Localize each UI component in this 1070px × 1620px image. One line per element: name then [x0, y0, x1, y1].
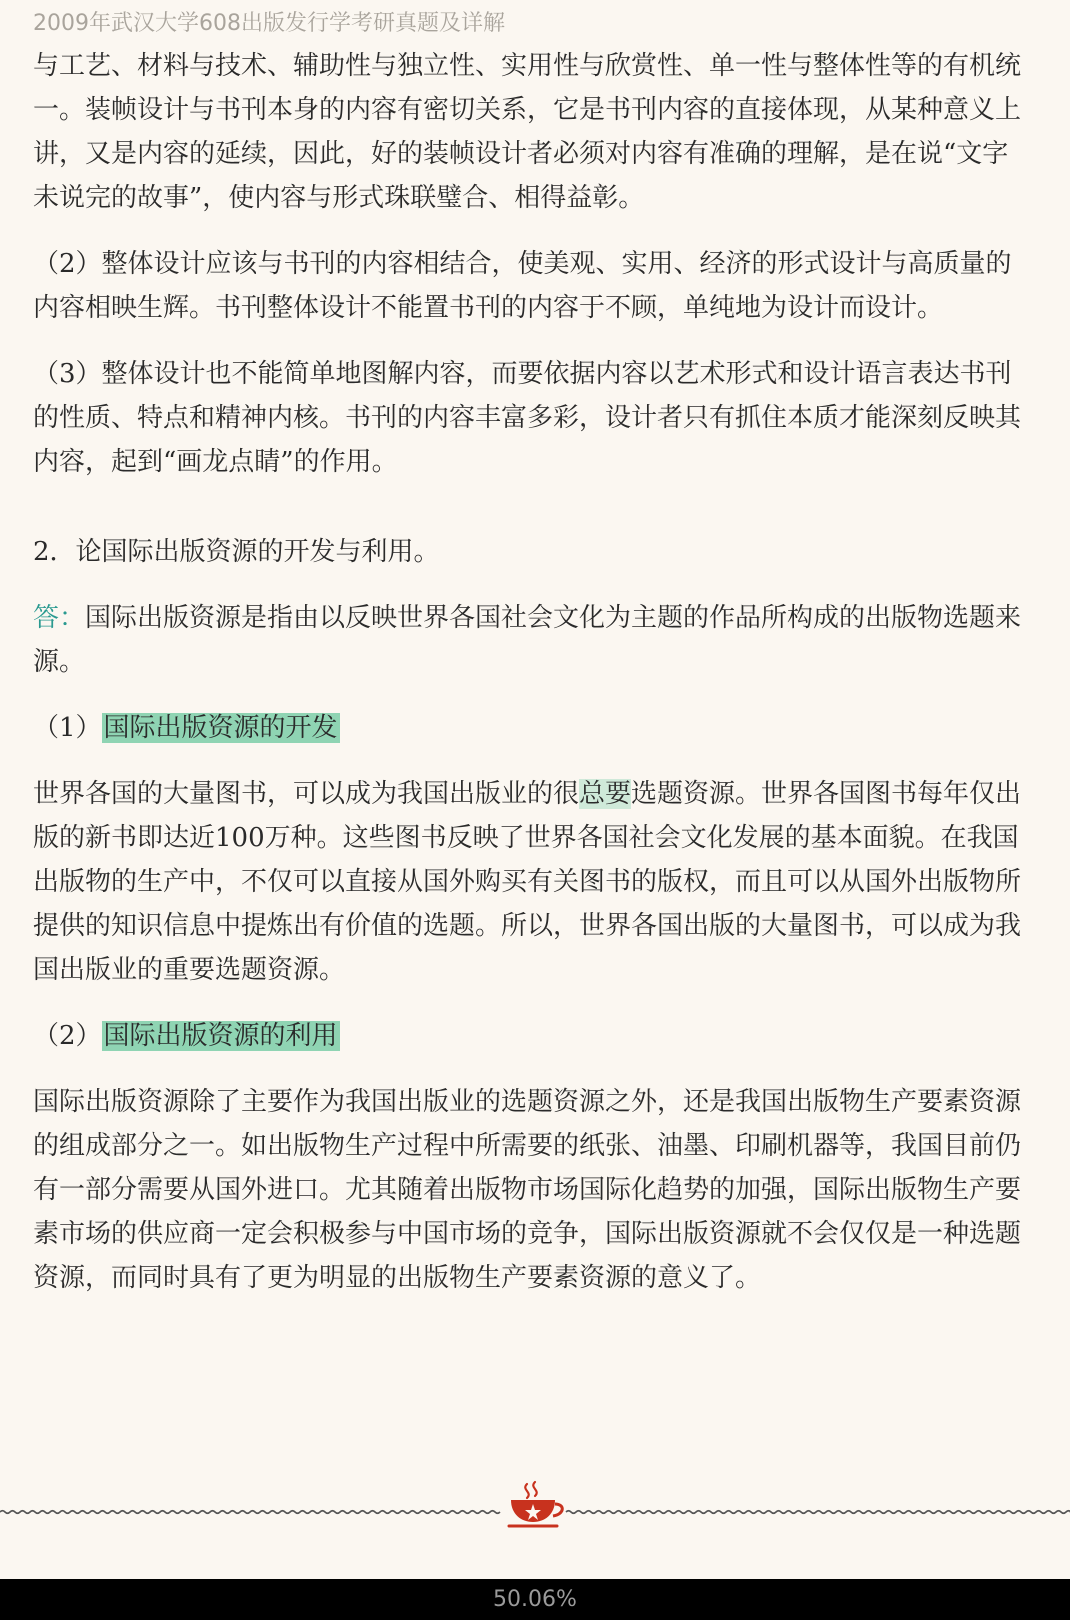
wave-line-right — [566, 1511, 1070, 1514]
answer-paragraph — [33, 596, 1033, 684]
answer-label: 答： — [33, 603, 86, 633]
highlighted-subheading[interactable]: 国际出版资源的开发 — [103, 713, 338, 743]
paragraph-text: 选题资源。世界各国图书每年仅出版的新书即达近100万种。这些图书反映了世界各国社会文化发展的基本面貌。在我国出版物的生产中，不仅可以直接从国外购买有关图书的版权，而且可以从国外出版物所提供的知识信息中提炼出有价值的选题。所以，世界各国出版的大量图书，可以成为我国出版业的重要选题资源。 — [33, 779, 1022, 985]
question-heading: 2．论国际出版资源的开发与利用。 — [33, 537, 440, 567]
subheading-development — [33, 706, 1033, 750]
paragraph: （2）整体设计应该与书刊的内容相结合，使美观、实用、经济的形式设计与高质量的内容相映生辉。书刊整体设计不能置书刊的内容于不顾，单纯地为设计而设计。 — [33, 249, 1012, 323]
subheading-number: （1） — [33, 713, 102, 743]
wavy-divider-line — [0, 1476, 1070, 1536]
highlighted-subheading[interactable]: 国际出版资源的利用 — [103, 1021, 338, 1051]
paragraph-text: 世界各国的大量图书，可以成为我国出版业的很 — [33, 779, 580, 809]
chapter-end-divider — [0, 1476, 1070, 1536]
paragraph: （3）整体设计也不能简单地图解内容，而要依据内容以艺术形式和设计语言表达书刊的性质、特点和精神内核。书刊的内容丰富多彩，设计者只有抓住本质才能深刻反映其内容，起到“画龙点睛”的作用。 — [33, 359, 1022, 477]
highlighted-word[interactable]: 总要 — [579, 779, 632, 809]
subheading-number: （2） — [33, 1021, 102, 1051]
paragraph — [33, 772, 1033, 992]
reading-content[interactable] — [33, 44, 1033, 1322]
wave-line-left — [0, 1511, 500, 1514]
paragraph: 国际出版资源除了主要作为我国出版业的选题资源之外，还是我国出版物生产要素资源的组成部分之一。如出版物生产过程中所需要的纸张、油墨、印刷机器等，我国目前仍有一部分需要从国外进口。尤其随着出版物市场国际化趋势的加强，国际出版物生产要素市场的供应商一定会积极参与中国市场的竞争，国际出版资源就不会仅仅是一种选题资源，而同时具有了更为明显的出版物生产要素资源的意义了。 — [33, 1087, 1022, 1293]
book-title-header: 2009年武汉大学608出版发行学考研真题及详解 — [33, 11, 505, 36]
answer-text: 国际出版资源是指由以反映世界各国社会文化为主题的作品所构成的出版物选题来源。 — [33, 603, 1022, 677]
coffee-cup-icon — [509, 1482, 562, 1526]
paragraph: 与工艺、材料与技术、辅助性与独立性、实用性与欣赏性、单一性与整体性等的有机统一。装帧设计与书刊本身的内容有密切关系，它是书刊内容的直接体现，从某种意义上讲，又是内容的延续，因此，好的装帧设计者必须对内容有准确的理解，是在说“文字未说完的故事”，使内容与形式珠联璧合、相得益彰。 — [33, 51, 1022, 213]
reading-progress: 50.06% — [493, 1587, 577, 1612]
subheading-utilization — [33, 1014, 1033, 1058]
status-bar — [0, 1579, 1070, 1620]
